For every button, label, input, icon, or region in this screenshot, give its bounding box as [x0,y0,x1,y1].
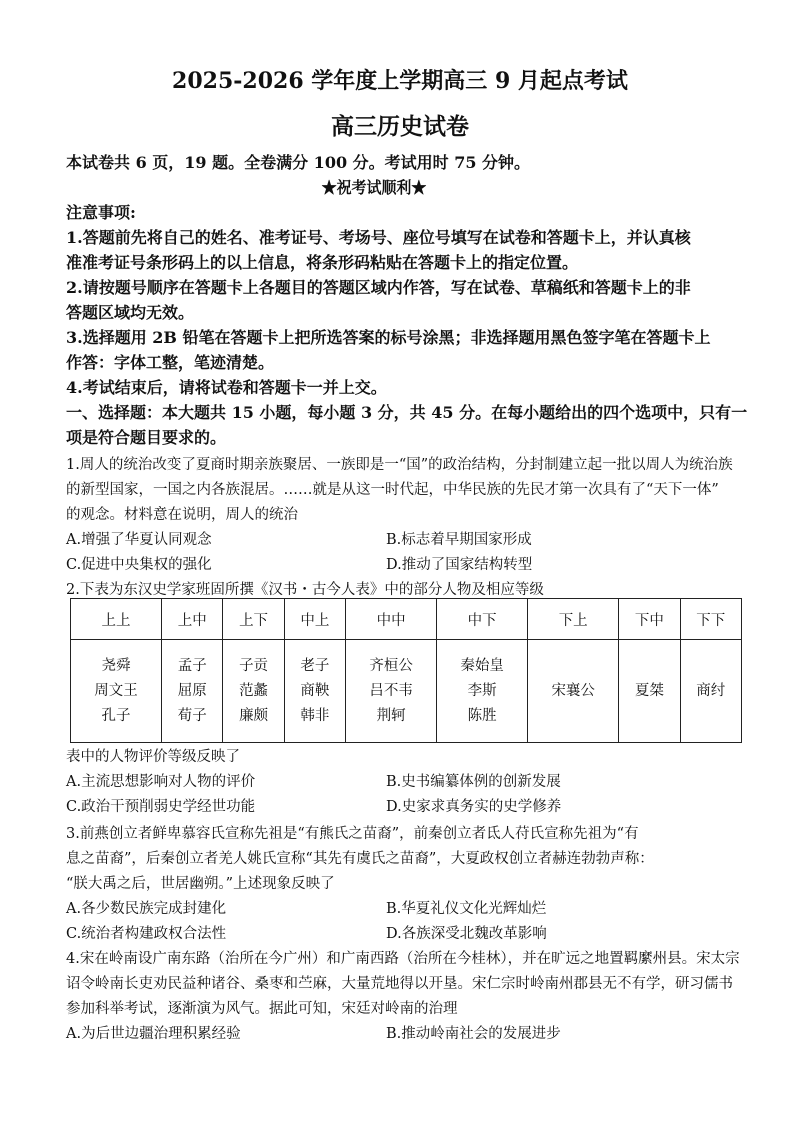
table-header: 上下 [223,599,284,640]
q1-option-c: C.促进中央集权的强化 [66,557,212,573]
q2-stem: 2.下表为东汉史学家班固所撰《汉书・古今人表》中的部分人物及相应等级 [66,582,544,598]
notice-item: 准准考证号条形码上的以上信息，将条形码粘贴在答题卡上的指定位置。 [66,253,579,272]
table-cell: 秦始皇 李斯 陈胜 [437,640,528,743]
table-header: 上中 [162,599,223,640]
q3-option-b: B.华夏礼仪文化光辉灿烂 [386,901,547,917]
q4-option-b: B.推动岭南社会的发展进步 [386,1026,561,1042]
q4-stem: 参加科举考试，逐渐演为风气。据此可知，宋廷对岭南的治理 [66,1001,458,1017]
notice-item: 1.答题前先将自己的姓名、准考证号、考场号、座位号填写在试卷和答题卡上，并认真核 [66,228,691,247]
q4-option-a: A.为后世边疆治理积累经验 [66,1026,241,1042]
notice-item: 4.考试结束后，请将试卷和答题卡一并上交。 [66,378,387,397]
q3-option-d: D.各族深受北魏改革影响 [386,926,547,942]
section-heading: 一、选择题：本大题共 15 小题，每小题 3 分，共 45 分。在每小题给出的四个选项中，只有一 [66,403,748,422]
table-header: 中上 [284,599,345,640]
q1-stem: 的新型国家，一国之内各族混居。……就是从这一时代起，中华民族的先民才第一次具有了“天下一体” [66,482,719,498]
table-header: 中中 [346,599,437,640]
notice-heading: 注意事项: [66,203,136,222]
exam-title: 2025-2026 学年度上学期高三 9 月起点考试 [172,68,628,94]
q1-option-b: B.标志着早期国家形成 [386,532,532,548]
table-header: 中下 [437,599,528,640]
table-cell: 齐桓公 吕不韦 荆轲 [346,640,437,743]
table-header: 上上 [71,599,162,640]
table-cell: 老子 商鞅 韩非 [284,640,345,743]
q3-stem: 息之苗裔”，后秦创立者羌人姚氏宣称“其先有虞氏之苗裔”，大夏政权创立者赫连勃勃声称： [66,851,654,867]
table-cell: 商纣 [680,640,741,743]
q3-option-a: A.各少数民族完成封建化 [66,901,227,917]
q4-stem: 4.宋在岭南设广南东路（治所在今广州）和广南西路（治所在今桂林），并在旷远之地置羁縻州县。宋太宗 [66,951,740,967]
notice-item: 作答：字体工整，笔迹清楚。 [66,353,275,372]
q3-stem: “朕大禹之后，世居幽朔。”上述现象反映了 [66,876,335,892]
table-header: 下上 [528,599,619,640]
q2-option-c: C.政治干预削弱史学经世功能 [66,799,256,815]
q3-option-c: C.统治者构建政权合法性 [66,926,227,942]
q1-option-a: A.增强了华夏认同观念 [66,532,212,548]
notice-item: 答题区域均无效。 [66,303,195,322]
table-header: 下中 [619,599,680,640]
table-cell: 夏桀 [619,640,680,743]
q4-stem: 诏令岭南长吏劝民益种诸谷、桑枣和苎麻，大量荒地得以开垦。宋仁宗时岭南州郡县无不有学，研习儒书 [66,976,733,992]
q3-stem: 3.前燕创立者鲜卑慕容氏宣称先祖是“有熊氏之苗裔”，前秦创立者氐人苻氏宣称先祖为“有 [66,826,639,842]
paper-title: 高三历史试卷 [331,113,469,140]
q2-after: 表中的人物评价等级反映了 [66,749,240,765]
table-cell: 孟子 屈原 荀子 [162,640,223,743]
q1-option-d: D.推动了国家结构转型 [386,557,533,573]
q1-stem: 1.周人的统治改变了夏商时期亲族聚居、一族即是一“国”的政治结构，分封制建立起一批以周人为统治族 [66,457,733,473]
notice-item: 2.请按题号顺序在答题卡上各题目的答题区域内作答，写在试卷、草稿纸和答题卡上的非 [66,278,691,297]
table-header: 下下 [680,599,741,640]
exam-wish: ★祝考试顺利★ [321,178,427,197]
table-row [71,640,742,743]
table-cell: 子贡 范蠡 廉颇 [223,640,284,743]
q2-option-d: D.史家求真务实的史学修养 [386,799,562,815]
exam-info: 本试卷共 6 页，19 题。全卷满分 100 分。考试用时 75 分钟。 [66,153,531,172]
notice-item: 3.选择题用 2B 铅笔在答题卡上把所选答案的标号涂黑；非选择题用黑色签字笔在答题卡上 [66,328,711,347]
section-heading: 项是符合题目要求的。 [66,428,227,447]
table-header-row [71,599,742,640]
rank-table [70,598,742,743]
q2-option-a: A.主流思想影响对人物的评价 [66,774,256,790]
q2-option-b: B.史书编纂体例的创新发展 [386,774,561,790]
q1-stem: 的观念。材料意在说明，周人的统治 [66,507,298,523]
table-cell: 宋襄公 [528,640,619,743]
table-cell: 尧舜 周文王 孔子 [71,640,162,743]
